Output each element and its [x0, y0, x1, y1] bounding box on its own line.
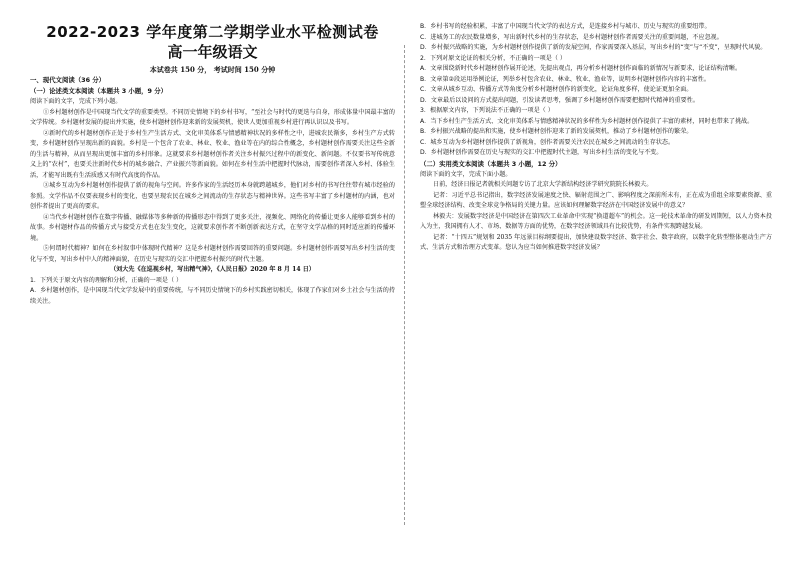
instruction: 阅读下面的文字，完成下列小题。 [30, 98, 122, 105]
q1-option-a: A．乡村题材创作，是中国现当代文学发展中的重要传统，与不同历史情境下的乡村实践密切相关，体现了作家们对乡土社会与生活的持续关注。 [30, 287, 395, 305]
subsection-heading-2: （二）实用类文本阅读（本题共 3 小题，12 分） [420, 159, 562, 168]
interview-lead: 日前，经济日报记者就相关问题专访了北京大学新结构经济学研究院院长林毅夫。 [433, 181, 653, 188]
q1-option-d: D．乡村振兴战略的实施，为乡村题材创作提供了新的发展空间，作家需要深入基层，写出乡村的“变”与“不变”，呈现时代风貌。 [420, 44, 767, 51]
q2-option-d: D．文章最后以设问的方式提出问题，引发读者思考，强调了乡村题材创作需要把握时代精神的重要性。 [420, 96, 699, 104]
article-source: （刘大先《在巡视乡村，写出精气神》，《人民日报》2020 年 8 月 14 日） [110, 266, 315, 273]
column-divider [404, 45, 405, 525]
exam-subtitle: 高一年级语文 [167, 43, 258, 61]
right-column [420, 22, 772, 254]
paragraph-3: ③城乡互动为乡村题材创作提供了新的视角与空间。许多作家的生活经历本身就跨越城乡，他们对乡村的书写往往带有城市经验的参照。文学作品不仅要表现乡村的变化，也要呈现农民在城乡之间流动的生存状态与精神世界。这些书写丰富了乡村题材的内涵，也对创作者提出了更高的要求。 [30, 182, 395, 210]
paragraph-2: ②新时代的乡村题材创作正处于乡村生产生活方式、文化审美体系与情感精神状况的多样性之中，进城农民渐多，乡村生产方式转变，乡村题材创作呈现出新的面貌。乡村是一个包含了农业、林业、牧业、渔业等在内的综合性概念，乡村题材创作需要关注这些全新的生活与精神，从而呈现出更加丰富的乡村形象。这就要求乡村题材创作者关注乡村振兴过程中的新变化、新问题。不仅要书写传统意义上的“农村”，也要关注新时代乡村的城乡融合、产业振兴等新面貌。如何在乡村生活中把握时代脉动，需要创作者深入乡村、体验生活，才能写出既有生活质感又有时代高度的作品。 [30, 129, 395, 179]
paragraph-5: ⑤何谓时代精神？如何在乡村叙事中体现时代精神？这是乡村题材创作需要回答的重要问题。乡村题材创作需要写出乡村生活的变化与不变，写出乡村中人的精神面貌，在历史与现实的交汇中把握乡村振兴的时代主题。 [30, 245, 395, 263]
left-column [30, 22, 395, 307]
q1-option-c: C．进城务工的农民数量增多，写出新时代乡村的生存状态，是乡村题材创作者需要关注的重要问题，不应忽视。 [420, 33, 723, 41]
exam-title: 2022-2023 学年度第二学期学业水平检测试卷 [46, 23, 379, 41]
interview-qa-1: 记者：习近平总书记指出，数字经济发展速度之快、辐射范围之广、影响程度之深前所未有，正在成为重组全球要素资源、重塑全球经济结构、改变全球竞争格局的关键力量。应该如何理解数字经济在中国经济发展中的意义？ [420, 191, 772, 209]
interview-qa-3: 记者：“十四五”规划和 2035 年远景目标纲要提出，加快建设数字经济、数字社会、数字政府，以数字化转型整体驱动生产方式、生活方式和治理方式变革。您认为应当如何推进数字经济发展？ [420, 233, 772, 251]
q3-option-a: A．当下乡村生产生活方式、文化审美体系与情感精神状况的多样性为乡村题材创作提供了丰富的素材，同时也带来了挑战。 [420, 117, 754, 125]
paragraph-1: ①乡村题材创作是中国现当代文学的重要类型。不同历史情境下的乡村书写，“至社会与时代的更迭与自身，形成体量中国最丰富的文学传统。乡村题材发展的提出并实施，使乡村题材创作迎来新的发展契机，使世人更加重视乡村进行再认识以及书写。 [30, 108, 395, 126]
paragraph-4: ④当代乡村题材创作在数字传播、融媒体等多种新的传播形态中得到了更多关注，视频化、网络化的传播让更多人能够看到乡村的故事。乡村题材作品的传播方式与接受方式也在发生变化，这就要求创作者不断创新表达方式，在坚守文学品格的同时适应新的传播环境。 [30, 213, 395, 242]
question-2: 2．下列对原文论证的相关分析，不正确的一项是（ ） [420, 54, 566, 62]
q2-option-a: A．文章围绕新时代乡村题材创作展开论述，先提出观点，再分析乡村题材创作面临的新情况与新要求，论证结构清晰。 [420, 65, 742, 72]
q2-option-b: B．文章第②段运用举例论证，列举乡村包含农业、林业、牧业、渔业等，说明乡村题材创作内容的丰富性。 [420, 75, 710, 83]
question-3: 3．根据原文内容，下列说法不正确的一项是（ ） [420, 107, 554, 114]
q3-option-b: B．乡村振兴战略的提出和实施，使乡村题材创作迎来了新的发展契机，推动了乡村题材创作的繁荣。 [420, 128, 693, 135]
subsection-heading: （一）论述类文本阅读（本题共 3 小题，9 分） [30, 87, 167, 95]
question-1: 1．下列关于原文内容的理解和分析，正确的一项是（ ） [30, 276, 183, 284]
interview-qa-2: 林毅夫：发展数字经济是中国经济在第四次工业革命中实现“换道超车”的机会。这一轮技术革命的研发周期短，以人力资本投入为主，我国拥有人才、市场、数据等方面的优势，在数字经济领域具有比较优势，有条件实现跨越发展。 [420, 212, 772, 230]
instruction-2: 阅读下面的文字，完成下面小题。 [420, 170, 512, 178]
q2-option-c: C．文章从城乡互动、传播方式等角度分析乡村题材创作的新变化，论证角度多样，使论证更加全面。 [420, 86, 693, 93]
exam-meta: 本试卷共 150 分， 考试时间 150 分钟 [149, 65, 276, 74]
q3-option-d: D．乡村题材创作需要在历史与现实的交汇中把握时代主题，写出乡村生活的变化与不变。 [420, 149, 663, 156]
q1-option-b: B．乡村书写的经验积累，丰富了中国现当代文学的表达方式，是连接乡村与城市、历史与现实的重要纽带。 [420, 23, 711, 30]
section-heading: 一、现代文阅读（36 分） [30, 76, 106, 84]
q3-option-c: C．城乡互动为乡村题材创作提供了新视角，创作者需要关注农民在城乡之间流动的生存状态。 [420, 138, 675, 146]
